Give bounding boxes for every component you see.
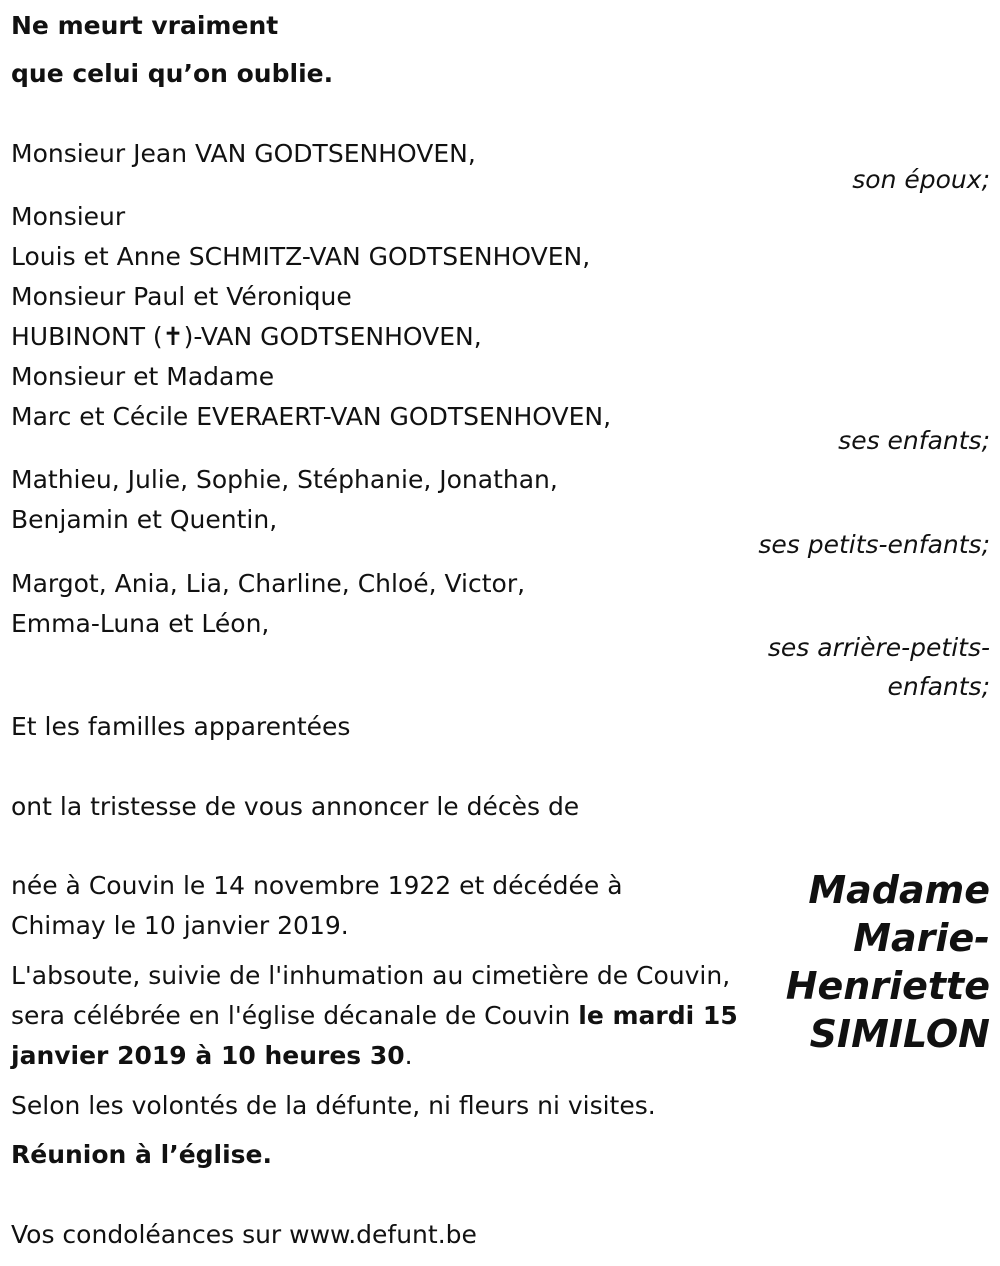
children-line: HUBINONT (✝)-VAN GODTSENHOVEN, xyxy=(11,322,482,351)
grandchildren-line: Mathieu, Julie, Sophie, Stéphanie, Jonathan, xyxy=(11,465,558,494)
deceased-first-name-2: Henriette xyxy=(785,964,990,1008)
birth-death-text: née à Couvin le 14 novembre 1922 et décédée à Chimay le 10 janvier 2019. xyxy=(11,871,623,940)
ceremony-end: . xyxy=(404,1041,413,1070)
great-grandchildren-relation-2: enfants; xyxy=(887,672,990,701)
children-line: Monsieur Paul et Véronique xyxy=(11,282,352,311)
deceased-first-name-1: Marie- xyxy=(853,916,990,960)
spouse-relation: son époux; xyxy=(852,165,990,194)
quote-line-2: que celui qu’on oublie. xyxy=(11,59,334,88)
children-line: Marc et Cécile EVERAERT-VAN GODTSENHOVEN, xyxy=(11,402,612,431)
great-grandchildren-line: Margot, Ania, Lia, Charline, Chloé, Victor, xyxy=(11,569,526,598)
deceased-surname: SIMILON xyxy=(809,1012,990,1056)
wishes-line: Selon les volontés de la défunte, ni fleurs ni visites. xyxy=(11,1091,656,1120)
spouse-name: Monsieur Jean VAN GODTSENHOVEN, xyxy=(11,139,476,168)
deceased-name xyxy=(786,866,990,1058)
announcement-line: ont la tristesse de vous annoncer le décès de xyxy=(11,792,580,821)
children-line: Monsieur et Madame xyxy=(11,362,275,391)
quote-line-1: Ne meurt vraiment xyxy=(11,11,279,40)
children-line: Louis et Anne SCHMITZ-VAN GODTSENHOVEN, xyxy=(11,242,591,271)
deceased-title: Madame xyxy=(808,868,990,912)
ceremony-date: le mardi 15 janvier 2019 à 10 heures 30 xyxy=(11,1001,738,1070)
ceremony-text xyxy=(11,956,746,1076)
children-relation: ses enfants; xyxy=(838,426,990,455)
grandchildren-relation: ses petits-enfants; xyxy=(758,530,990,559)
meeting-line: Réunion à l’église. xyxy=(11,1140,273,1169)
great-grandchildren-relation-1: ses arrière-petits- xyxy=(767,633,990,662)
condolences-line: Vos condoléances sur www.defunt.be xyxy=(11,1220,477,1249)
ceremony-text-main: L'absoute, suivie de l'inhumation au cimetière de Couvin, sera célébrée en l'église décanale de Couvin xyxy=(11,961,731,1030)
grandchildren-line: Benjamin et Quentin, xyxy=(11,505,278,534)
children-line: Monsieur xyxy=(11,202,126,231)
families-line: Et les familles apparentées xyxy=(11,712,351,741)
great-grandchildren-line: Emma-Luna et Léon, xyxy=(11,609,270,638)
